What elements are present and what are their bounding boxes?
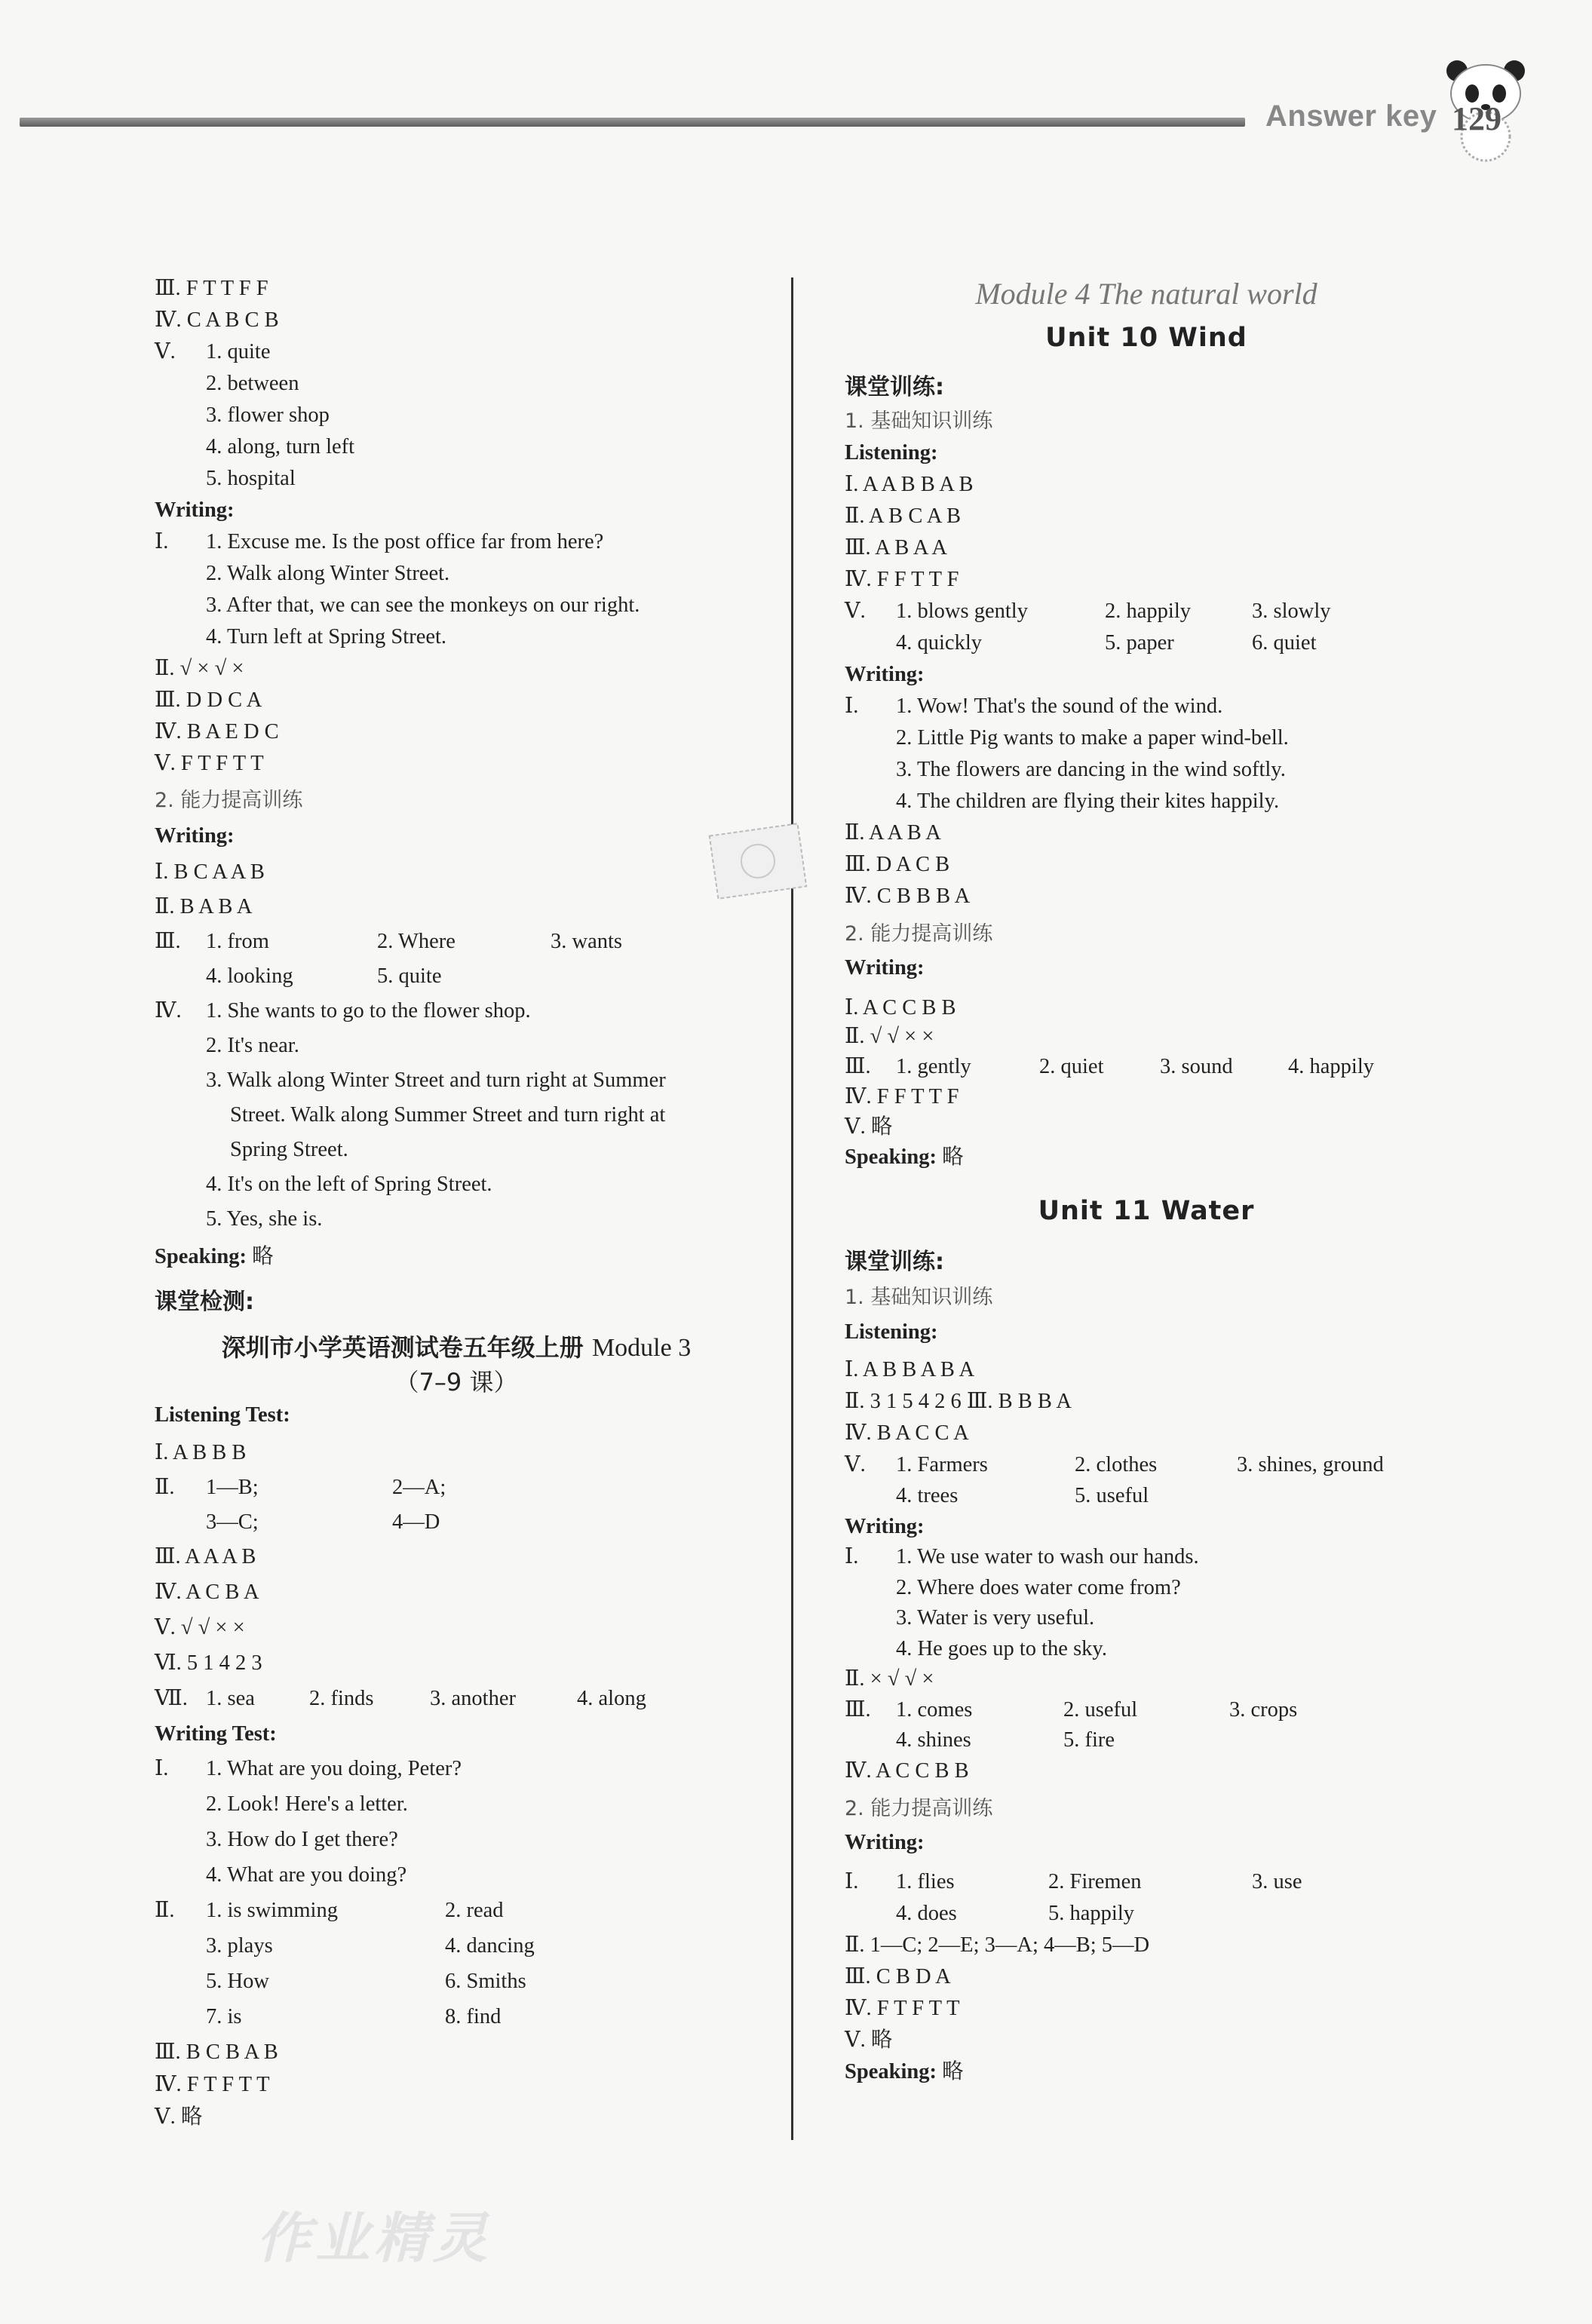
answer-text: 1. Wow! That's the sound of the wind. bbox=[896, 694, 1223, 718]
answer-line: Ⅳ. B A E D C bbox=[155, 720, 279, 743]
answer-line: 4. along, turn left bbox=[206, 435, 355, 458]
test-title-cn: 深圳市小学英语测试卷五年级上册 bbox=[221, 1333, 584, 1362]
answer-line: Ⅲ. A B A A bbox=[845, 536, 948, 560]
answer-line bbox=[845, 691, 1448, 722]
answer-line bbox=[845, 596, 1448, 627]
unit-title: Unit 11 Water bbox=[1038, 1196, 1255, 1226]
item-number: Ⅱ. bbox=[155, 1899, 175, 1922]
section-label: Writing: bbox=[845, 1514, 925, 1538]
answer-line bbox=[845, 1481, 1448, 1512]
item-number: Ⅴ. bbox=[845, 599, 866, 623]
item-number: Ⅰ. bbox=[845, 1545, 859, 1568]
header-rule bbox=[20, 118, 1245, 127]
stamp-icon bbox=[704, 817, 812, 905]
answer-line bbox=[155, 2001, 758, 2037]
answer-line: Ⅴ. 略 bbox=[155, 2105, 203, 2129]
answer-line: 3. Water is very useful. bbox=[896, 1606, 1095, 1630]
section-label: Writing: bbox=[845, 663, 925, 686]
answer-text: 3. shines, ground bbox=[1237, 1453, 1384, 1476]
answer-text: 4. happily bbox=[1288, 1055, 1374, 1078]
left-column bbox=[155, 273, 758, 2134]
section-label: Writing: bbox=[845, 1831, 925, 1854]
answer-line bbox=[845, 1051, 1448, 1081]
answer-line: 4. The children are flying their kites happily. bbox=[896, 789, 1280, 813]
column-divider bbox=[791, 277, 793, 2140]
answer-text: 3. sound bbox=[1160, 1055, 1233, 1078]
answer-line bbox=[155, 995, 758, 1030]
answer-line: Ⅴ. 略 bbox=[845, 1115, 893, 1139]
subsection-title: 1. 基础知识训练 bbox=[845, 1286, 993, 1309]
answer-line bbox=[845, 627, 1448, 659]
speaking-line bbox=[845, 1142, 1448, 1173]
answer-line bbox=[155, 1966, 758, 2001]
answer-text: 3—C; bbox=[206, 1510, 259, 1534]
test-title bbox=[155, 1330, 758, 1365]
answer-text: 2. happily bbox=[1105, 599, 1191, 623]
answer-line: Ⅲ. A A A B bbox=[155, 1545, 256, 1568]
answer-line: Ⅰ. A A B B A B bbox=[845, 473, 974, 496]
answer-text: 略 bbox=[252, 1245, 274, 1268]
answer-line: 5. hospital bbox=[206, 467, 296, 490]
section-label: Speaking: bbox=[155, 1245, 247, 1268]
item-number: Ⅲ. bbox=[845, 1697, 871, 1722]
answer-text: 6. quiet bbox=[1252, 631, 1317, 655]
answer-line: Ⅱ. √ √ × × bbox=[845, 1025, 934, 1048]
answer-line bbox=[845, 1725, 1448, 1756]
item-number: Ⅰ. bbox=[155, 1757, 169, 1780]
answer-line: Ⅰ. B C A A B bbox=[155, 860, 265, 884]
answer-line: 5. Yes, she is. bbox=[206, 1207, 323, 1231]
answer-text: 2. clothes bbox=[1075, 1453, 1158, 1476]
answer-text: 5. How bbox=[206, 1970, 269, 1993]
item-number: Ⅴ. bbox=[155, 340, 176, 363]
header-title: Answer key bbox=[1265, 100, 1437, 133]
answer-line: Ⅱ. × √ √ × bbox=[845, 1667, 934, 1691]
answer-line: Ⅱ. √ × √ × bbox=[155, 657, 244, 680]
subsection-title: 1. 基础知识训练 bbox=[845, 409, 993, 433]
answer-text: 略 bbox=[942, 1145, 964, 1169]
item-number: Ⅲ. bbox=[155, 930, 181, 953]
answer-text: 3. plays bbox=[206, 1934, 273, 1958]
answer-line: Ⅱ. A B C A B bbox=[845, 504, 962, 528]
answer-line bbox=[155, 1472, 758, 1507]
answer-line: 2. Look! Here's a letter. bbox=[206, 1792, 408, 1816]
answer-line: Ⅳ. F T F T T bbox=[845, 1997, 960, 2020]
test-title-en: Module 3 bbox=[591, 1334, 692, 1362]
answer-line: 4. What are you doing? bbox=[206, 1863, 407, 1887]
answer-line: 2. Little Pig wants to make a paper wind-bell. bbox=[896, 726, 1289, 750]
answer-text: 5. paper bbox=[1105, 631, 1174, 655]
answer-line: Ⅳ. F T F T T bbox=[155, 2073, 270, 2096]
answer-text: 1. Excuse me. Is the post office far from here? bbox=[206, 530, 604, 553]
section-label: Writing Test: bbox=[155, 1722, 277, 1746]
answer-line: 3. The flowers are dancing in the wind softly. bbox=[896, 758, 1286, 781]
module-title: Module 4 The natural world bbox=[975, 277, 1317, 311]
answer-line: Ⅱ. 1—C; 2—E; 3—A; 4—B; 5—D bbox=[845, 1933, 1150, 1957]
answer-line: 3. After that, we can see the monkeys on our right. bbox=[206, 593, 640, 617]
answer-line bbox=[155, 926, 758, 961]
section-label: Listening Test: bbox=[155, 1403, 290, 1427]
answer-line: Ⅰ. A B B B bbox=[155, 1441, 247, 1464]
unit-title: Unit 10 Wind bbox=[1045, 323, 1247, 353]
item-number: Ⅴ. bbox=[845, 1453, 866, 1476]
answer-line bbox=[155, 961, 758, 995]
answer-line: 4. It's on the left of Spring Street. bbox=[206, 1173, 492, 1196]
answer-line: 3. Walk along Winter Street and turn right at Summer bbox=[206, 1068, 666, 1092]
answer-text: 4. trees bbox=[896, 1484, 959, 1507]
section-title: 课堂训练: bbox=[845, 374, 944, 400]
answer-line: Ⅴ. 略 bbox=[845, 2028, 893, 2052]
answer-line bbox=[155, 1683, 758, 1718]
answer-line bbox=[845, 1866, 1448, 1898]
section-label: Listening: bbox=[845, 441, 938, 464]
answer-line bbox=[155, 1753, 758, 1789]
section-label: Writing: bbox=[845, 956, 925, 980]
answer-text: 1. is swimming bbox=[206, 1899, 338, 1922]
answer-text: 1. flies bbox=[896, 1870, 955, 1893]
section-title: 课堂检测: bbox=[155, 1289, 254, 1315]
answer-text: 1. quite bbox=[206, 340, 271, 363]
answer-line bbox=[155, 1507, 758, 1541]
answer-line: Ⅴ. √ √ × × bbox=[155, 1616, 245, 1639]
answer-line bbox=[155, 1930, 758, 1966]
item-number: Ⅶ. bbox=[155, 1687, 188, 1710]
answer-text: 4—D bbox=[392, 1510, 440, 1534]
answer-line bbox=[845, 1449, 1448, 1481]
answer-line: Spring Street. bbox=[230, 1138, 348, 1161]
answer-text: 1. What are you doing, Peter? bbox=[206, 1757, 462, 1780]
answer-line: Ⅱ. A A B A bbox=[845, 821, 941, 845]
section-title: 课堂训练: bbox=[845, 1249, 944, 1275]
answer-line: Ⅱ. 3 1 5 4 2 6 Ⅲ. B B B A bbox=[845, 1390, 1072, 1413]
answer-line: Ⅳ. C A B C B bbox=[155, 308, 279, 332]
item-number: Ⅲ. bbox=[845, 1055, 871, 1078]
speaking-line bbox=[155, 1238, 758, 1283]
item-number: Ⅰ. bbox=[845, 1870, 859, 1893]
answer-line: 3. How do I get there? bbox=[206, 1828, 398, 1851]
answer-line bbox=[155, 1895, 758, 1930]
answer-line: Ⅵ. 5 1 4 2 3 bbox=[155, 1651, 262, 1675]
answer-text: 7. is bbox=[206, 2005, 242, 2028]
answer-text: 3. use bbox=[1252, 1870, 1302, 1893]
watermark: 作业精灵 bbox=[256, 2206, 492, 2270]
answer-line: 2. Where does water come from? bbox=[896, 1575, 1181, 1599]
answer-text: 5. fire bbox=[1063, 1728, 1115, 1752]
answer-text: 8. find bbox=[445, 2005, 502, 2028]
answer-line bbox=[155, 336, 758, 368]
answer-line: 4. Turn left at Spring Street. bbox=[206, 625, 447, 648]
answer-text: 2. finds bbox=[309, 1687, 374, 1710]
answer-line: Ⅳ. F F T T F bbox=[845, 1085, 959, 1108]
answer-line bbox=[845, 1542, 1448, 1573]
answer-text: 1. blows gently bbox=[896, 599, 1028, 623]
answer-text: 2. Where bbox=[377, 930, 456, 953]
answer-text: 4. shines bbox=[896, 1728, 971, 1752]
answer-line: Ⅲ. B C B A B bbox=[155, 2040, 278, 2064]
answer-line: Ⅲ. F T T F F bbox=[155, 277, 268, 300]
answer-text: 4. does bbox=[896, 1902, 957, 1925]
answer-text: 1. We use water to wash our hands. bbox=[896, 1545, 1199, 1568]
right-column bbox=[845, 273, 1448, 2088]
answer-line: 2. It's near. bbox=[206, 1034, 299, 1057]
item-number: Ⅰ. bbox=[155, 530, 169, 553]
answer-text: 1. gently bbox=[896, 1055, 971, 1078]
item-number: Ⅰ. bbox=[845, 694, 859, 718]
answer-line: Ⅲ. D D C A bbox=[155, 688, 262, 712]
answer-text: 1. sea bbox=[206, 1687, 255, 1710]
page-number: 129 bbox=[1452, 100, 1502, 137]
answer-line: Ⅰ. A B B A B A bbox=[845, 1358, 975, 1381]
answer-text: 2. Firemen bbox=[1048, 1870, 1142, 1893]
answer-text: 3. slowly bbox=[1252, 599, 1331, 623]
answer-line bbox=[155, 526, 758, 558]
answer-text: 4. dancing bbox=[445, 1934, 535, 1958]
subsection-title: 2. 能力提高训练 bbox=[845, 922, 993, 946]
panda-icon bbox=[1440, 35, 1531, 163]
answer-text: 5. quite bbox=[377, 964, 442, 988]
section-label: Speaking: bbox=[845, 1145, 937, 1169]
answer-text: 1. Farmers bbox=[896, 1453, 988, 1476]
answer-text: 1—B; bbox=[206, 1476, 259, 1499]
subsection-title: 2. 能力提高训练 bbox=[155, 789, 303, 812]
answer-line: Ⅴ. F T F T T bbox=[155, 752, 264, 775]
subsection-title: 2. 能力提高训练 bbox=[845, 1797, 993, 1820]
answer-text: 3. crops bbox=[1229, 1697, 1298, 1722]
speaking-line bbox=[845, 2056, 1448, 2088]
answer-text: 5. happily bbox=[1048, 1902, 1134, 1925]
section-label: Speaking: bbox=[845, 2060, 937, 2083]
answer-line: 2. Walk along Winter Street. bbox=[206, 562, 450, 585]
answer-text: 4. looking bbox=[206, 964, 293, 988]
answer-text: 略 bbox=[942, 2060, 964, 2083]
answer-text: 1. She wants to go to the flower shop. bbox=[206, 999, 531, 1022]
answer-line: Ⅳ. B A C C A bbox=[845, 1421, 969, 1445]
answer-text: 1. from bbox=[206, 930, 269, 953]
answer-line: Ⅳ. C B B B A bbox=[845, 885, 971, 908]
answer-line: Ⅲ. D A C B bbox=[845, 853, 950, 876]
answer-line: 3. flower shop bbox=[206, 403, 330, 427]
answer-line: Ⅳ. F F T T F bbox=[845, 568, 959, 591]
answer-line: 2. between bbox=[206, 372, 299, 395]
item-number: Ⅱ. bbox=[155, 1476, 175, 1499]
answer-line: Ⅲ. C B D A bbox=[845, 1965, 951, 1988]
answer-text: 2. quiet bbox=[1039, 1055, 1104, 1078]
answer-text: 6. Smiths bbox=[445, 1970, 526, 1993]
test-subtitle: （7–9 课） bbox=[394, 1368, 518, 1397]
answer-line: Ⅱ. B A B A bbox=[155, 895, 253, 918]
answer-line bbox=[845, 1695, 1448, 1726]
answer-line: Ⅰ. A C C B B bbox=[845, 996, 956, 1019]
answer-text: 2—A; bbox=[392, 1476, 446, 1499]
answer-text: 2. read bbox=[445, 1899, 504, 1922]
answer-text: 2. useful bbox=[1063, 1697, 1138, 1722]
answer-text: 5. useful bbox=[1075, 1484, 1149, 1507]
answer-text: 3. wants bbox=[551, 930, 622, 953]
answer-line: 4. He goes up to the sky. bbox=[896, 1636, 1107, 1660]
section-label: Writing: bbox=[155, 824, 235, 848]
answer-text: 3. another bbox=[430, 1687, 516, 1710]
answer-text: 4. quickly bbox=[896, 631, 982, 655]
answer-line: Street. Walk along Summer Street and turn right at bbox=[230, 1103, 666, 1127]
answer-text: 1. comes bbox=[896, 1697, 973, 1722]
answer-line: Ⅳ. A C C B B bbox=[845, 1758, 969, 1783]
section-label: Writing: bbox=[155, 498, 235, 522]
answer-line bbox=[845, 1898, 1448, 1930]
section-label: Listening: bbox=[845, 1320, 938, 1344]
answer-text: 4. along bbox=[577, 1687, 646, 1710]
answer-line: Ⅳ. A C B A bbox=[155, 1581, 259, 1604]
item-number: Ⅳ. bbox=[155, 999, 182, 1022]
